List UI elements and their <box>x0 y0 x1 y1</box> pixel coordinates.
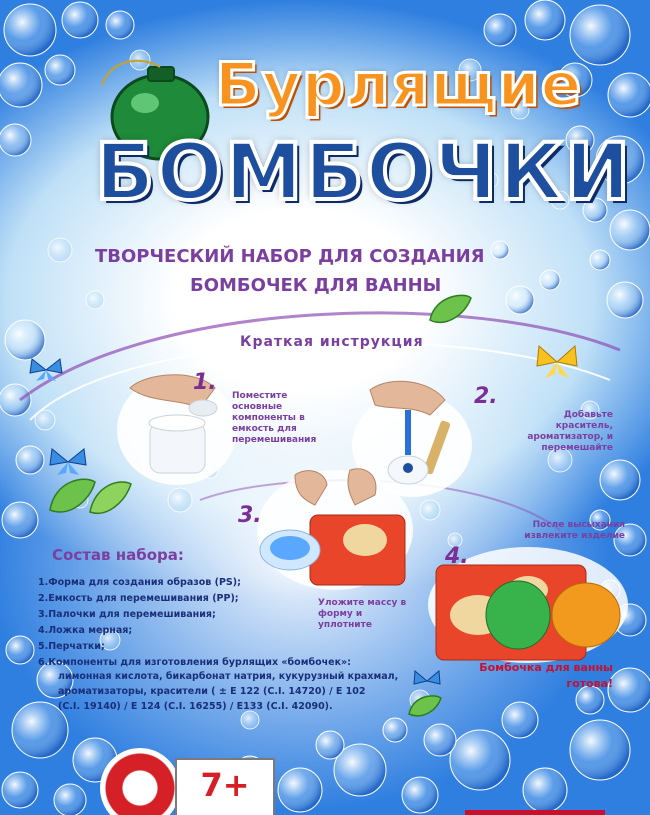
step4-number: 4. <box>445 544 469 569</box>
step2-number: 2. <box>474 384 498 409</box>
step1-illustration <box>115 368 240 488</box>
composition-detail: лимонная кислота, бикарбонат натрия, кукурузный крахмал, <box>58 671 399 682</box>
instructions-title: Краткая инструкция <box>240 334 424 350</box>
step3-number: 3. <box>238 503 262 528</box>
butterfly-icon <box>412 668 442 694</box>
butterfly-icon <box>48 445 88 479</box>
step2-text: Добавьте краситель, ароматизатор, и перемешайте <box>527 410 613 453</box>
red-strip <box>465 810 605 815</box>
composition-detail: ароматизаторы, красители ( ± E 122 (C.I. 14720) / E 102 <box>58 686 366 697</box>
composition-item: 1.Форма для создания образов (PS); <box>38 577 241 588</box>
step3-illustration <box>255 465 415 595</box>
composition-title: Состав набора: <box>52 546 184 564</box>
step1-number: 1. <box>193 370 217 395</box>
subtitle-line2: БОМБОЧЕК ДЛЯ ВАННЫ <box>190 275 442 296</box>
composition-detail: (C.I. 19140) / E 124 (C.I. 16255) / E133 (C.I. 42090). <box>58 701 333 712</box>
butterfly-icon <box>535 342 579 382</box>
step1-text: Поместите основные компоненты в емкость для перемешивания <box>232 391 317 445</box>
leaf-icon <box>405 690 445 720</box>
step3-text: Уложите массу в форму и уплотните <box>318 598 407 630</box>
composition-item: 2.Емкость для перемешивания (PP); <box>38 593 239 604</box>
step4-text: После высыхания извлеките изделие <box>524 520 625 541</box>
subtitle-line1: ТВОРЧЕСКИЙ НАБОР ДЛЯ СОЗДАНИЯ <box>95 246 485 267</box>
composition-item: 6.Компоненты для изготовления бурлящих «бомбочек»: <box>38 657 351 668</box>
ready-text-1: Бомбочка для ванны <box>479 661 613 674</box>
composition-item: 5.Перчатки; <box>38 641 105 652</box>
composition-item: 3.Палочки для перемешивания; <box>38 609 216 620</box>
ready-text-2: готова! <box>566 677 613 690</box>
leaf-icon <box>425 290 475 330</box>
age-badge: 7+ <box>175 758 275 815</box>
composition-item: 4.Ложка мерная; <box>38 625 133 636</box>
butterfly-icon <box>28 355 64 385</box>
title-bottom: БОМБОЧКИ <box>95 128 633 218</box>
title-top: Бурлящие <box>215 50 583 120</box>
